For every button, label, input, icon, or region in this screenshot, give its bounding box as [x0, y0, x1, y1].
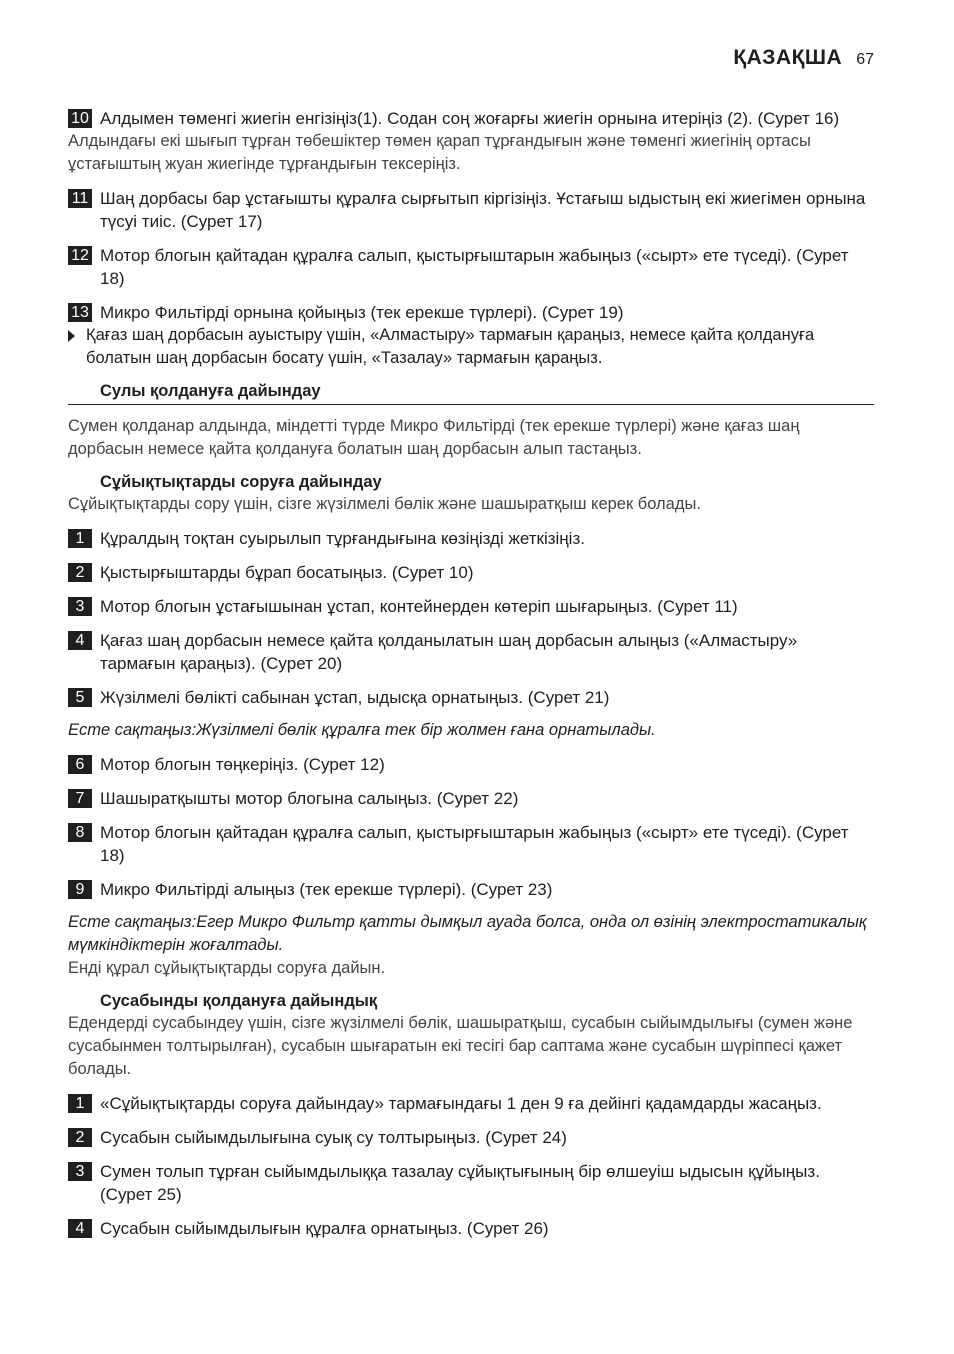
step-number: 9 [68, 880, 92, 899]
step-number: 8 [68, 823, 92, 842]
step-11 [68, 187, 874, 233]
step-text: Сусабын сыйымдылығына суық су толтырыңыз. (Сурет 24) [100, 1128, 567, 1147]
section-intro: Сумен қолданар алдында, міндетті түрде Микро Фильтірді (тек ерекше түрлері) және қағаз шаң дорбасын немесе қайта қолдануға болатын шаң дорбасын алып тастаңыз. [68, 417, 800, 458]
result-bullet [68, 324, 874, 370]
step-6 [68, 753, 874, 776]
page-number: 67 [856, 51, 874, 68]
step-12 [68, 244, 874, 290]
step-number: 1 [68, 1094, 92, 1113]
step-text: Шашыратқышты мотор блогына салыңыз. (Сурет 22) [100, 789, 519, 808]
step-number: 11 [68, 189, 92, 208]
step-number: 3 [68, 597, 92, 616]
step-4 [68, 1217, 874, 1240]
step-4 [68, 629, 874, 675]
page-header [733, 46, 874, 70]
step-number: 4 [68, 1219, 92, 1238]
step-text: Мотор блогын қайтадан құралға салып, қыстырғыштарын жабыңыз («сырт» ете түседі). (Сурет 18) [100, 246, 849, 288]
step-7 [68, 787, 874, 810]
step-10 [68, 107, 874, 130]
step-text: Мотор блогын ұстағышынан ұстап, контейнерден көтеріп шығарыңыз. (Сурет 11) [100, 597, 738, 616]
step-number: 12 [68, 246, 92, 265]
step-text: Шаң дорбасы бар ұстағышты құралға сырғытып кіргізіңіз. Ұстағыш ыдыстың екі жиегімен орнына түсуі тиіс. (Сурет 17) [100, 189, 866, 231]
step-number: 4 [68, 631, 92, 650]
step-text: Құралдың тоқтан суырылып тұрғандығына көзіңізді жеткізіңіз. [100, 529, 585, 548]
step-note: Алдындағы екі шығып тұрған төбешіктер төмен қарап тұрғандығын және төменгі жиегінің ортасы ұстағыштың жуан жиегінде тұрғандығын тексеріңіз. [68, 132, 811, 173]
step-number: 2 [68, 563, 92, 582]
step-2 [68, 1126, 874, 1149]
step-number: 2 [68, 1128, 92, 1147]
step-text: Мотор блогын төңкеріңіз. (Сурет 12) [100, 755, 385, 774]
step-text: «Сұйықтықтарды соруға дайындау» тармағындағы 1 ден 9 ға дейінгі қадамдарды жасаңыз. [100, 1094, 822, 1113]
step-3 [68, 1160, 874, 1206]
step-text: Мотор блогын қайтадан құралға салып, қыстырғыштарын жабыңыз («сырт» ете түседі). (Сурет 18) [100, 823, 849, 865]
step-text: Микро Фильтірді орнына қойыңыз (тек ерекше түрлері). (Сурет 19) [100, 303, 624, 322]
step-text: Микро Фильтірді алыңыз (тек ерекше түрлері). (Сурет 23) [100, 880, 553, 899]
step-5 [68, 686, 874, 709]
step-1 [68, 527, 874, 550]
step-13 [68, 301, 874, 324]
section-outro: Енді құрал сұйықтықтарды соруға дайын. [68, 959, 386, 977]
note: Есте сақтаңыз:Егер Микро Фильтр қатты дымқыл ауада болса, онда ол өзінің электростатикалық мүмкіндіктерін жоғалтады. [68, 913, 867, 954]
section-heading-liquid-suction: Сұйықтықтарды соруға дайындау [100, 473, 382, 491]
step-text: Сусабын сыйымдылығын құралға орнатыңыз. (Сурет 26) [100, 1219, 549, 1238]
step-number: 1 [68, 529, 92, 548]
step-text: Жүзілмелі бөлікті сабынан ұстап, ыдысқа орнатыңыз. (Сурет 21) [100, 688, 610, 707]
step-2 [68, 561, 874, 584]
section-intro: Едендерді сусабындеу үшін, сізге жүзілмелі бөлік, шашыратқыш, сусабын сыйымдылығы (сумен және сусабынмен толтырылған), сусабын шығаратын екі тесігі бар саптама және сусабын шүріппесі қажет болады. [68, 1014, 853, 1078]
language-label: ҚАЗАҚША [733, 46, 843, 69]
page-content [68, 107, 874, 1240]
step-1 [68, 1092, 874, 1115]
step-3 [68, 595, 874, 618]
step-number: 7 [68, 789, 92, 808]
section-heading-foam: Сусабынды қолдануға дайындық [100, 992, 378, 1010]
section-intro: Сұйықтықтарды сору үшін, сізге жүзілмелі бөлік және шашыратқыш керек болады. [68, 495, 701, 513]
step-8 [68, 821, 874, 867]
step-text: Алдымен төменгі жиегін енгізіңіз(1). Содан соң жоғарғы жиегін орнына итеріңіз (2). (Сурет 16) [100, 109, 840, 128]
step-text: Қыстырғыштарды бұрап босатыңыз. (Сурет 10) [100, 563, 474, 582]
step-text: Қағаз шаң дорбасын немесе қайта қолданылатын шаң дорбасын алыңыз («Алмастыру» тармағын қараңыз). (Сурет 20) [100, 631, 798, 673]
step-number: 6 [68, 755, 92, 774]
section-heading-wet-use: Сулы қолдануға дайындау [68, 380, 874, 405]
bullet-arrow-icon [68, 330, 75, 342]
bullet-text: Қағаз шаң дорбасын ауыстыру үшін, «Алмастыру» тармағын қараңыз, немесе қайта қолдануға болатын шаң дорбасын босату үшін, «Тазалау» тармағын қараңыз. [86, 326, 815, 367]
step-9 [68, 878, 874, 901]
note: Есте сақтаңыз:Жүзілмелі бөлік құралға тек бір жолмен ғана орнатылады. [68, 721, 656, 739]
step-number: 13 [68, 303, 92, 322]
step-text: Сумен толып тұрған сыйымдылыққа тазалау сұйықтығының бір өлшеуіш ыдысын құйыңыз. (Сурет 25) [100, 1162, 820, 1204]
step-number: 10 [68, 109, 92, 128]
step-number: 3 [68, 1162, 92, 1181]
step-number: 5 [68, 688, 92, 707]
